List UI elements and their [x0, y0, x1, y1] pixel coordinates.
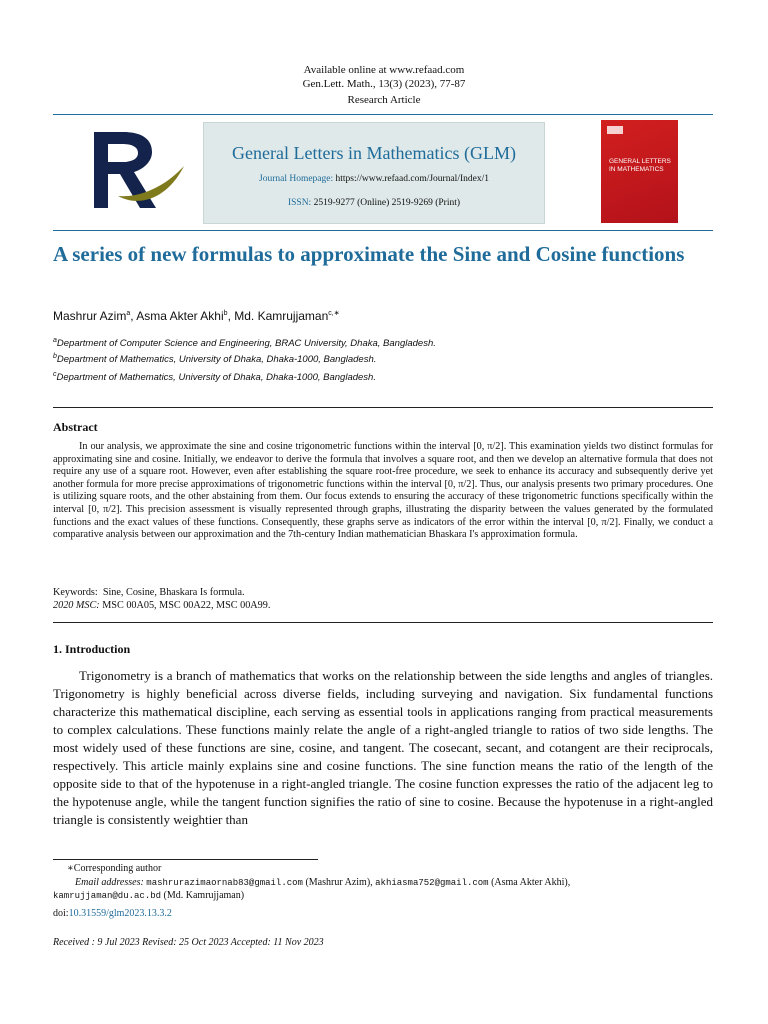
cover-logo-mark [607, 126, 623, 134]
doi-label: doi: [53, 908, 69, 919]
affiliation-sup: b [53, 353, 57, 360]
journal-name: General Letters in Mathematics (GLM) [232, 143, 516, 163]
affiliation-text: Department of Computer Science and Engineering, BRAC University, Dhaka, Bangladesh. [56, 338, 436, 350]
abstract-text [53, 441, 713, 542]
affiliation-text: Department of Mathematics, University of Dhaka, Dhaka-1000, Bangladesh. [56, 372, 376, 384]
affiliation-text: Department of Mathematics, University of Dhaka, Dhaka-1000, Bangladesh. [56, 354, 377, 366]
affiliation-sup: a [53, 337, 57, 344]
msc-value: MSC 00A05, MSC 00A22, MSC 00A99. [102, 600, 271, 611]
email-label: Email addresses: [75, 877, 144, 888]
homepage-url[interactable]: https://www.refaad.com/Journal/Index/1 [335, 174, 489, 184]
section-heading: 1. Introduction [53, 642, 131, 656]
abstract-body: In our analysis, we approximate the sine and cosine trigonometric functions within the interval [0, π/2]. This examination yields two distinct formulas for approximating sine and cosine. Initially, we endeavor to derive the formula that involves a square root, and then we develop an alternative formula that does not require any use of a square root. However, even after establishing the square root-free procedure, we seek to enhance its accuracy and subsequently derive yet another formula for more precise approximations of trigonometric functions within the interval [0, π/2]. Thus, our analysis presents two primary procedures. One is utilizing square roots, and the other abstaining from them. Our focus extends to ensuring the accuracy of these trigonometric functions specifically within the interval [0, π/2]. This precision assessment is visually represented through graphs, illustrating the disparity between the values generated by the formulated functions and the exact values of these functions. Consequently, these graphs serve as indicators of the error within the interval [0, π/2]. Finally, we conduct a comparative analysis between our approximation and the 7th-century Indian mathematician Bhaskara I's approximation formula. [53, 441, 713, 541]
abstract-heading: Abstract [53, 420, 98, 434]
email-link[interactable]: akhiasma752@gmail.com [375, 878, 489, 888]
keywords [53, 586, 245, 599]
abstract-rule-top [53, 407, 713, 408]
homepage-label: Journal Homepage: [259, 174, 334, 184]
received-dates: Received : 9 Jul 2023 Revised: 25 Oct 2023 Accepted: 11 Nov 2023 [53, 937, 324, 948]
header-rule-bottom [53, 230, 713, 231]
header-rule-top [53, 114, 713, 115]
journal-cover-image [601, 120, 678, 223]
abstract-rule-bottom [53, 622, 713, 623]
doi-link[interactable]: 10.31559/glm2023.13.3.2 [68, 908, 172, 919]
email-link[interactable]: kamrujjaman@du.ac.bd [53, 891, 162, 901]
author-sup: b [223, 310, 228, 317]
affiliation-sup: c [53, 371, 57, 378]
author-name: Md. Kamrujjaman [234, 309, 329, 323]
article-type: Research Article [347, 94, 421, 106]
email-addresses [75, 876, 715, 890]
journal-homepage [204, 174, 544, 184]
citation: Gen.Lett. Math., 13(3) (2023), 77-87 [302, 78, 466, 90]
journal-info-box [203, 122, 545, 224]
author-sup: c,∗ [328, 310, 340, 317]
author-sup: a [126, 310, 131, 317]
issn-label: ISSN: [287, 198, 312, 208]
paper-title: A series of new formulas to approximate the Sine and Cosine functions [53, 242, 685, 266]
author-name: Mashrur Azim [53, 309, 127, 323]
email-link[interactable]: mashrurazimaornab83@gmail.com [146, 878, 303, 888]
doi [53, 907, 172, 920]
introduction-body: Trigonometry is a branch of mathematics that works on the relationship between the side lengths and angles of triangles. Trigonometry is highly beneficial across diverse fields, including surveying and navigation. Six fundamental functions characterize this mathematical discipline, each serving as essential tools in applications ranging from practical measurements to complex calculations. These functions mainly relate the angle of a right-angled triangle to ratios of two side lengths. The most widely used of these functions are sine, cosine, and tangent. The cosecant, secant, and cotangent are their reciprocals, respectively. This article mainly explains sine and cosine functions. The sine function means the ratio of the length of the opposite side to that of the hypotenuse in a right-angled triangle. The cosine function expresses the ratio of the adjacent leg to the hypotenuse angle, while the tangent function signifies the ratio of sine to cosine. Because the hypotenuse in a right-angled triangle is consistently weightier than [53, 668, 713, 827]
email-addresses-cont [53, 889, 244, 903]
keywords-label: Keywords: [53, 587, 98, 598]
affiliation [53, 353, 376, 365]
keywords-value: Sine, Cosine, Bhaskara Is formula. [102, 587, 245, 598]
journal-issn [204, 198, 544, 208]
footnote-rule [53, 859, 318, 860]
introduction-text [53, 667, 713, 829]
msc-codes [53, 599, 270, 612]
affiliation [53, 371, 376, 383]
available-online: Available online at www.refaad.com [303, 64, 465, 76]
msc-label: 2020 MSC: [53, 600, 100, 611]
author-name: Asma Akter Akhi [136, 309, 224, 323]
corresponding-author: ∗Corresponding author [67, 863, 162, 874]
email-owner: (Md. Kamrujjaman) [163, 890, 245, 901]
publisher-logo [88, 128, 188, 216]
cover-title: GENERAL LETTERS IN MATHEMATICS [609, 158, 671, 173]
issn-value: 2519-9277 (Online) 2519-9269 (Print) [313, 198, 461, 208]
affiliation [53, 337, 436, 349]
email-owner: (Mashrur Azim), [305, 877, 373, 888]
author-list: Mashrur Azim$^a$, Asma Akter Akhi$^b$, Md. Kamrujjaman$^{c,∗}$ [53, 309, 340, 323]
email-owner: (Asma Akter Akhi), [491, 877, 571, 888]
